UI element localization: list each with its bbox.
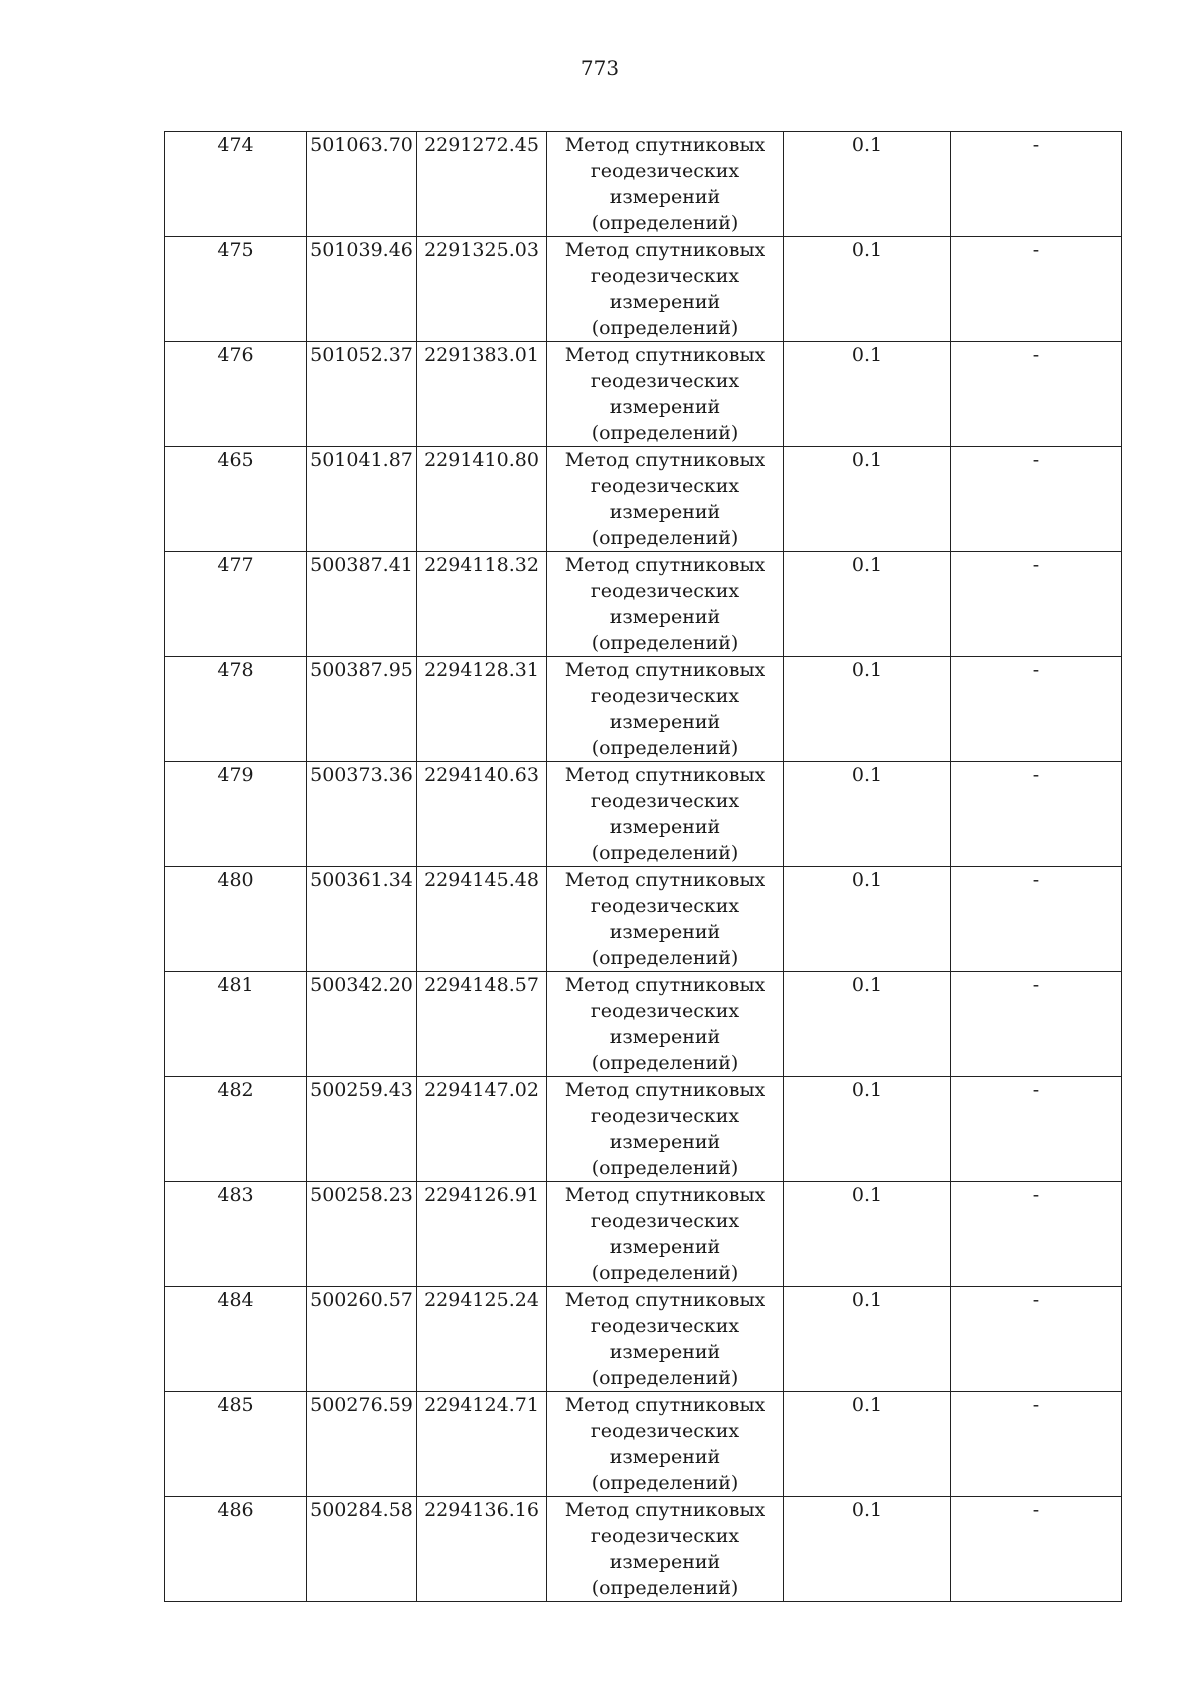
method-text-line: (определений) xyxy=(591,842,739,864)
method-text-line: (определений) xyxy=(591,632,739,654)
note-cell: - xyxy=(951,867,1122,972)
method-text-line: геодезических xyxy=(590,1420,740,1442)
note-cell: - xyxy=(951,1077,1122,1182)
accuracy-cell: 0.1 xyxy=(784,237,951,342)
point-number-cell: 485 xyxy=(165,1392,307,1497)
accuracy-cell: 0.1 xyxy=(784,867,951,972)
note-cell: - xyxy=(951,237,1122,342)
y-coordinate-cell: 2294126.91 xyxy=(417,1182,547,1287)
method-text-line: (определений) xyxy=(591,422,739,444)
method-cell xyxy=(547,447,784,552)
y-coordinate-cell: 2294125.24 xyxy=(417,1287,547,1392)
point-number-cell: 476 xyxy=(165,342,307,447)
method-cell xyxy=(547,552,784,657)
method-text-line: измерений xyxy=(609,816,721,838)
method-text-line: измерений xyxy=(609,921,721,943)
method-text-line: (определений) xyxy=(591,1367,739,1389)
note-cell: - xyxy=(951,1182,1122,1287)
method-text-line: измерений xyxy=(609,1551,721,1573)
x-coordinate-cell: 501052.37 xyxy=(307,342,417,447)
point-number-cell: 479 xyxy=(165,762,307,867)
method-text-line: Метод спутниковых xyxy=(564,869,766,891)
x-coordinate-cell: 501063.70 xyxy=(307,132,417,237)
method-text-line: измерений xyxy=(609,396,721,418)
method-text-line: Метод спутниковых xyxy=(564,344,766,366)
table-row xyxy=(165,1077,1122,1182)
x-coordinate-cell: 500284.58 xyxy=(307,1497,417,1602)
accuracy-cell: 0.1 xyxy=(784,342,951,447)
accuracy-cell: 0.1 xyxy=(784,447,951,552)
y-coordinate-cell: 2294145.48 xyxy=(417,867,547,972)
point-number-cell: 482 xyxy=(165,1077,307,1182)
coordinates-table-body xyxy=(165,132,1122,1602)
table-row xyxy=(165,657,1122,762)
coordinates-table xyxy=(164,131,1122,1602)
method-text-line: (определений) xyxy=(591,1577,739,1599)
method-text-line: геодезических xyxy=(590,265,740,287)
table-row xyxy=(165,1287,1122,1392)
y-coordinate-cell: 2291272.45 xyxy=(417,132,547,237)
note-cell: - xyxy=(951,762,1122,867)
note-cell: - xyxy=(951,1392,1122,1497)
method-text-line: Метод спутниковых xyxy=(564,764,766,786)
method-text-line: геодезических xyxy=(590,685,740,707)
table-row xyxy=(165,237,1122,342)
y-coordinate-cell: 2291383.01 xyxy=(417,342,547,447)
x-coordinate-cell: 500373.36 xyxy=(307,762,417,867)
x-coordinate-cell: 500276.59 xyxy=(307,1392,417,1497)
method-cell xyxy=(547,237,784,342)
y-coordinate-cell: 2294140.63 xyxy=(417,762,547,867)
point-number-cell: 465 xyxy=(165,447,307,552)
point-number-cell: 477 xyxy=(165,552,307,657)
table-row xyxy=(165,1392,1122,1497)
table-row xyxy=(165,132,1122,237)
method-text-line: геодезических xyxy=(590,1105,740,1127)
method-text-line: (определений) xyxy=(591,317,739,339)
method-text-line: (определений) xyxy=(591,1472,739,1494)
table-row xyxy=(165,972,1122,1077)
method-text-line: геодезических xyxy=(590,1315,740,1337)
y-coordinate-cell: 2294124.71 xyxy=(417,1392,547,1497)
x-coordinate-cell: 500361.34 xyxy=(307,867,417,972)
point-number-cell: 474 xyxy=(165,132,307,237)
method-text-line: Метод спутниковых xyxy=(564,974,766,996)
y-coordinate-cell: 2294148.57 xyxy=(417,972,547,1077)
method-text-line: Метод спутниковых xyxy=(564,554,766,576)
accuracy-cell: 0.1 xyxy=(784,1497,951,1602)
point-number-cell: 480 xyxy=(165,867,307,972)
table-row xyxy=(165,447,1122,552)
method-text-line: (определений) xyxy=(591,212,739,234)
note-cell: - xyxy=(951,657,1122,762)
x-coordinate-cell: 500260.57 xyxy=(307,1287,417,1392)
method-cell xyxy=(547,1077,784,1182)
table-row xyxy=(165,342,1122,447)
method-cell xyxy=(547,1182,784,1287)
method-text-line: измерений xyxy=(609,606,721,628)
table-row xyxy=(165,1497,1122,1602)
method-text-line: измерений xyxy=(609,1131,721,1153)
method-text-line: геодезических xyxy=(590,580,740,602)
method-text-line: (определений) xyxy=(591,527,739,549)
y-coordinate-cell: 2294118.32 xyxy=(417,552,547,657)
method-text-line: измерений xyxy=(609,1026,721,1048)
note-cell: - xyxy=(951,342,1122,447)
note-cell: - xyxy=(951,1497,1122,1602)
note-cell: - xyxy=(951,447,1122,552)
method-cell xyxy=(547,972,784,1077)
method-text-line: измерений xyxy=(609,1446,721,1468)
accuracy-cell: 0.1 xyxy=(784,972,951,1077)
point-number-cell: 486 xyxy=(165,1497,307,1602)
table-row xyxy=(165,552,1122,657)
x-coordinate-cell: 500259.43 xyxy=(307,1077,417,1182)
method-text-line: Метод спутниковых xyxy=(564,1499,766,1521)
method-text-line: Метод спутниковых xyxy=(564,1079,766,1101)
x-coordinate-cell: 500342.20 xyxy=(307,972,417,1077)
accuracy-cell: 0.1 xyxy=(784,132,951,237)
method-text-line: геодезических xyxy=(590,1210,740,1232)
note-cell: - xyxy=(951,972,1122,1077)
method-text-line: измерений xyxy=(609,186,721,208)
method-text-line: измерений xyxy=(609,711,721,733)
x-coordinate-cell: 501039.46 xyxy=(307,237,417,342)
method-text-line: геодезических xyxy=(590,790,740,812)
method-text-line: (определений) xyxy=(591,1157,739,1179)
accuracy-cell: 0.1 xyxy=(784,1077,951,1182)
method-text-line: геодезических xyxy=(590,895,740,917)
x-coordinate-cell: 500258.23 xyxy=(307,1182,417,1287)
method-text-line: (определений) xyxy=(591,1262,739,1284)
method-cell xyxy=(547,132,784,237)
method-text-line: Метод спутниковых xyxy=(564,239,766,261)
method-text-line: геодезических xyxy=(590,1525,740,1547)
method-text-line: измерений xyxy=(609,1236,721,1258)
x-coordinate-cell: 500387.95 xyxy=(307,657,417,762)
method-text-line: Метод спутниковых xyxy=(564,1184,766,1206)
method-text-line: измерений xyxy=(609,501,721,523)
point-number-cell: 484 xyxy=(165,1287,307,1392)
accuracy-cell: 0.1 xyxy=(784,552,951,657)
y-coordinate-cell: 2291325.03 xyxy=(417,237,547,342)
method-text-line: (определений) xyxy=(591,1052,739,1074)
accuracy-cell: 0.1 xyxy=(784,1182,951,1287)
method-text-line: Метод спутниковых xyxy=(564,1394,766,1416)
method-text-line: (определений) xyxy=(591,737,739,759)
accuracy-cell: 0.1 xyxy=(784,657,951,762)
method-cell xyxy=(547,1287,784,1392)
point-number-cell: 481 xyxy=(165,972,307,1077)
x-coordinate-cell: 500387.41 xyxy=(307,552,417,657)
method-text-line: геодезических xyxy=(590,370,740,392)
table-row xyxy=(165,762,1122,867)
y-coordinate-cell: 2294128.31 xyxy=(417,657,547,762)
point-number-cell: 475 xyxy=(165,237,307,342)
method-text-line: геодезических xyxy=(590,1000,740,1022)
x-coordinate-cell: 501041.87 xyxy=(307,447,417,552)
table-row xyxy=(165,867,1122,972)
note-cell: - xyxy=(951,132,1122,237)
y-coordinate-cell: 2294136.16 xyxy=(417,1497,547,1602)
method-cell xyxy=(547,657,784,762)
method-text-line: Метод спутниковых xyxy=(564,449,766,471)
method-cell xyxy=(547,342,784,447)
method-text-line: (определений) xyxy=(591,947,739,969)
table-row xyxy=(165,1182,1122,1287)
method-cell xyxy=(547,1392,784,1497)
y-coordinate-cell: 2294147.02 xyxy=(417,1077,547,1182)
note-cell: - xyxy=(951,552,1122,657)
method-text-line: Метод спутниковых xyxy=(564,1289,766,1311)
point-number-cell: 478 xyxy=(165,657,307,762)
accuracy-cell: 0.1 xyxy=(784,762,951,867)
method-cell xyxy=(547,762,784,867)
method-text-line: геодезических xyxy=(590,160,740,182)
method-cell xyxy=(547,1497,784,1602)
note-cell: - xyxy=(951,1287,1122,1392)
y-coordinate-cell: 2291410.80 xyxy=(417,447,547,552)
page-number: 773 xyxy=(580,56,620,80)
accuracy-cell: 0.1 xyxy=(784,1392,951,1497)
point-number-cell: 483 xyxy=(165,1182,307,1287)
method-text-line: Метод спутниковых xyxy=(564,134,766,156)
method-text-line: Метод спутниковых xyxy=(564,659,766,681)
method-cell xyxy=(547,867,784,972)
method-text-line: геодезических xyxy=(590,475,740,497)
method-text-line: измерений xyxy=(609,291,721,313)
accuracy-cell: 0.1 xyxy=(784,1287,951,1392)
method-text-line: измерений xyxy=(609,1341,721,1363)
